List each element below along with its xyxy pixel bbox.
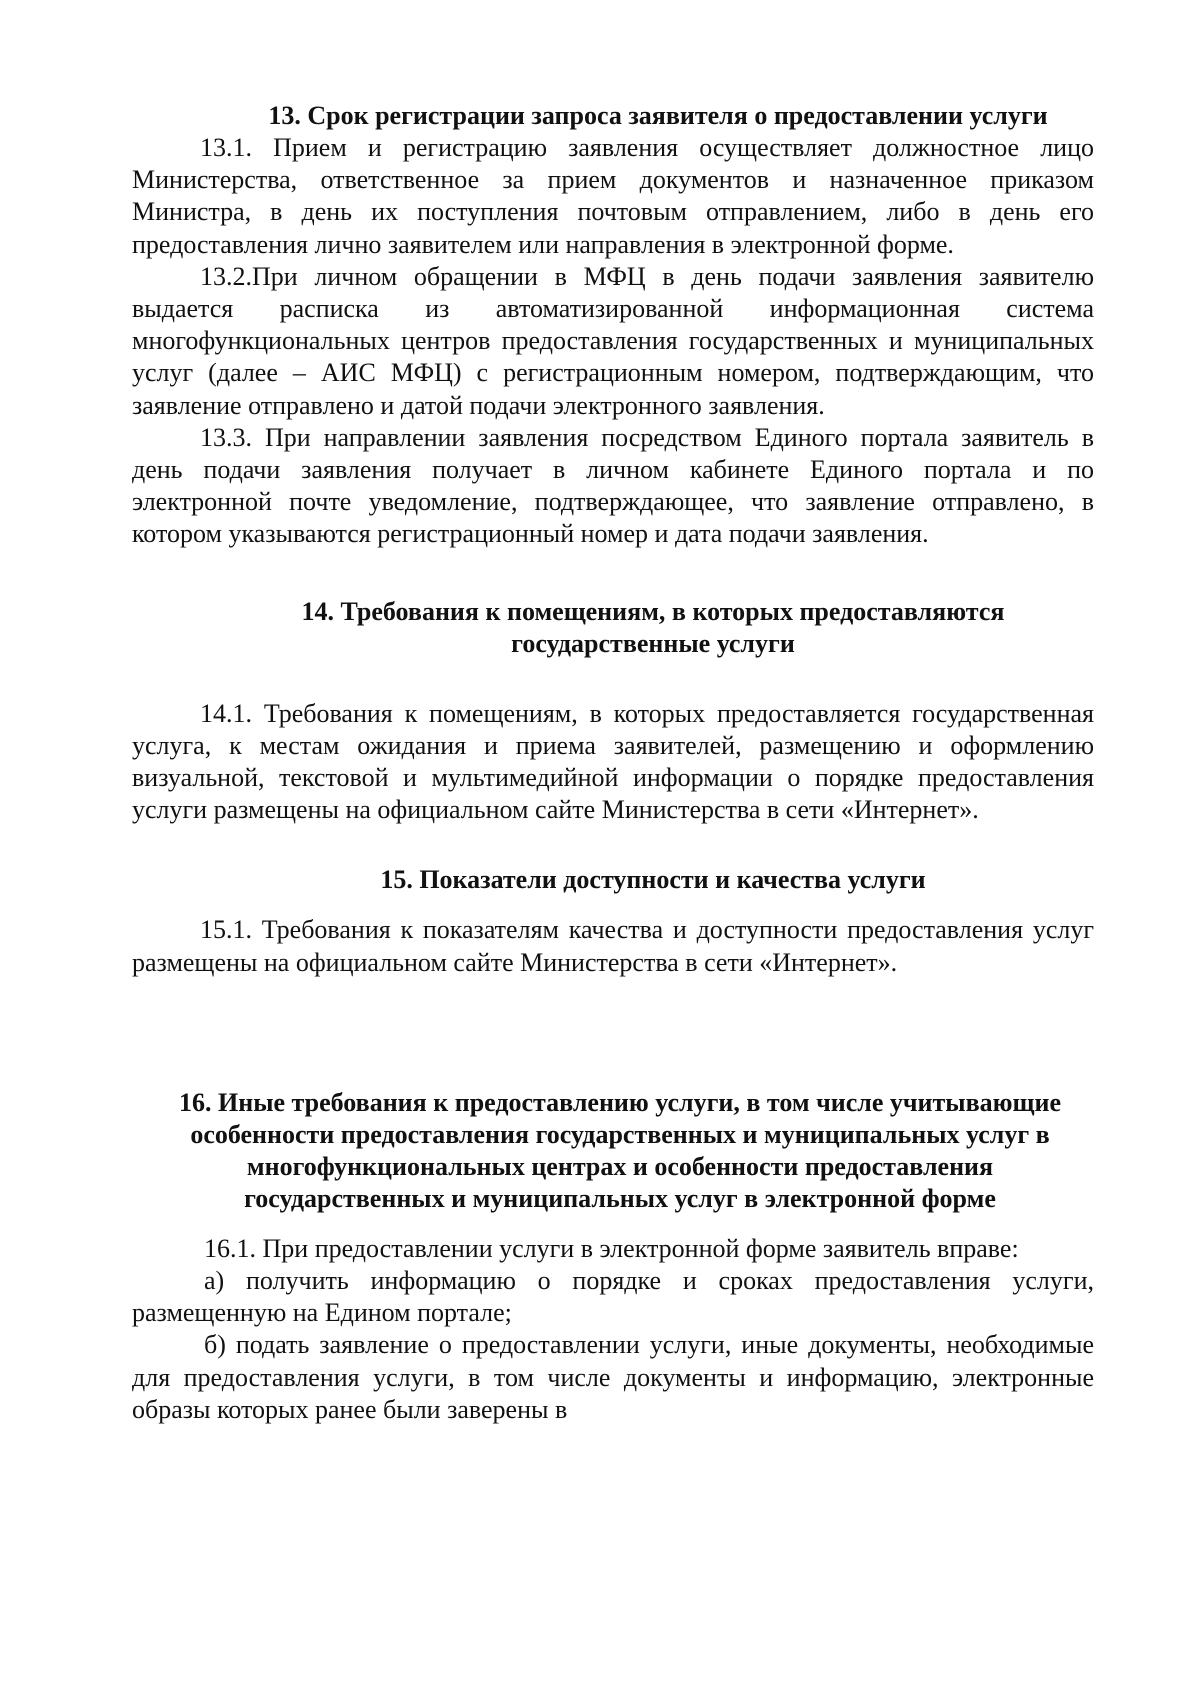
- paragraph-14-1: 14.1. Требования к помещениям, в которых предоставляется государственная услуга, к местам ожидания и приема заявителей, размещению и оформлению визуальной, текстовой и мультимедийной информации о порядке предоставления услуги размещены на официальном сайте Министерства в сети «Интернет».: [132, 698, 1094, 825]
- paragraph-16-1-a: а) получить информацию о порядке и сроках предоставления услуги, размещенную на Едином портале;: [132, 1266, 1094, 1328]
- section-15-heading: 15. Показатели доступности и качества услуги: [380, 865, 926, 895]
- paragraph-16-1-b: б) подать заявление о предоставлении услуги, иные документы, необходимые для предоставления услуги, в том числе документы и информацию, электронные образы которых ранее были заверены в: [132, 1330, 1094, 1424]
- section-16-heading: 16. Иные требования к предоставлению услуги, в том числе учитывающие особенности предоставления государственных и муниципальных услуг в многофункциональных центрах и особенности предоставления государственных и муниципальных услуг в электронной форме: [179, 1087, 1061, 1213]
- paragraph-15-1: 15.1. Требования к показателям качества и доступности предоставления услуг размещены на официальном сайте Министерства в сети «Интернет».: [132, 915, 1094, 977]
- paragraph-13-1: 13.1. Прием и регистрацию заявления осуществляет должностное лицо Министерства, ответственное за прием документов и назначенное приказом Министра, в день их поступления почтовым отправлением, либо в день его предоставления лично заявителем или направления в электронной форме.: [132, 133, 1094, 259]
- section-14: [132, 596, 1094, 827]
- section-13-heading: 13. Срок регистрации запроса заявителя о предоставлении услуги: [268, 101, 1048, 130]
- paragraph-13-2: 13.2.При личном обращении в МФЦ в день подачи заявления заявителю выдается расписка из автоматизированной информационная система многофункциональных центров предоставления государственных и муниципальных услуг (далее – АИС МФЦ) с регистрационным номером, подтверждающим, что заявление отправлено и датой подачи электронного заявления.: [132, 261, 1094, 420]
- section-15: [132, 864, 1094, 978]
- paragraph-13-3: 13.3. При направлении заявления посредством Единого портала заявитель в день подачи заявления получает в личном кабинете Единого портала и по электронной почте уведомление, подтверждающее, что заявление отправлено, в котором указываются регистрационный номер и дата подачи заявления.: [132, 422, 1094, 549]
- section-14-heading: 14. Требования к помещениям, в которых предоставляются государственные услуги: [301, 596, 1005, 658]
- section-13: [132, 100, 1094, 551]
- section-16: [132, 1087, 1094, 1426]
- paragraph-16-1: 16.1. При предоставлении услуги в электронной форме заявитель вправе:: [204, 1233, 1019, 1263]
